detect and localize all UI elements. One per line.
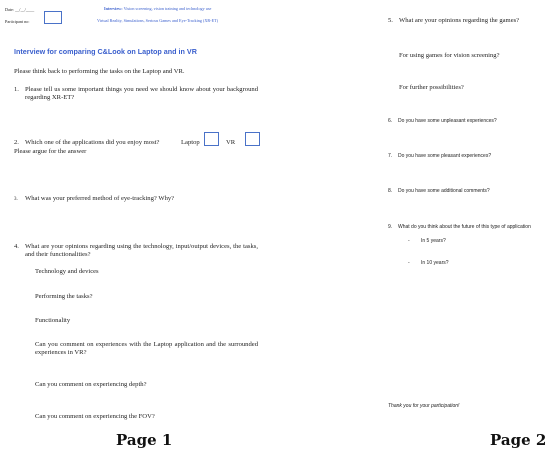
q8-number: 8. [388,188,393,194]
header-subtitle: Virtual Reality, Simulations, Serious Games and Eye-Tracking (XR-ET) [97,18,219,23]
vr-checkbox[interactable] [245,132,260,146]
q7-number: 7. [388,153,393,159]
q4-performing-tasks: Performing the tasks? [35,293,93,300]
q4-fov: Can you comment on experiencing the FOV? [35,413,155,420]
q2-vr-label: VR [226,139,236,146]
q8-text: Do you have some additional comments? [398,188,490,194]
q5-vision-screening: For using games for vision screening? [399,52,500,59]
thank-you-note: Thank you for your participation! [388,403,460,409]
q9-in-10-years: In 10 years? [421,260,449,266]
q4-technology-devices: Technology and devices [35,268,99,275]
q2-laptop-label: Laptop [181,139,200,146]
participant-label: Participant no: [5,19,30,24]
q9-in-5-years: In 5 years? [421,238,446,244]
q5-further-possibilities: For further possibilities? [399,84,464,91]
page-title: Interview for comparing C&Look on Laptop and in VR [14,47,197,56]
interview-topic: Vision screening, vision training and technology use [122,6,212,11]
page-1-label: Page 1 [116,431,173,449]
q6-number: 6. [388,118,393,124]
q5-text: What are your opinions regarding the games? [399,17,520,24]
page-2-label: Page 2 [490,431,547,449]
q4-functionality: Functionality [35,317,71,324]
q3-number: 3. [14,197,18,202]
laptop-checkbox[interactable] [204,132,219,146]
date-field: Date: __/__/____ [5,7,35,12]
q4-text: What are your opinions regarding using the technology, input/output devices, the tasks, and their functionalities? [25,243,258,258]
interview-line [104,6,211,11]
intro-text: Please think back to performing the tasks on the Laptop and VR. [14,68,185,75]
q6-text: Do you have some unpleasant experiences? [398,118,497,124]
q9-dash-1: - [408,238,410,244]
q3-text: What was your preferred method of eye-tracking? Why? [25,195,175,202]
q4-number: 4. [14,243,19,250]
q4-laptop-vr-experience: Can you comment on experiences with the Laptop application and the surrounded experiences in VR? [35,341,258,356]
q1-number: 1. [14,86,19,93]
interview-label: Interview: [104,6,123,11]
q9-dash-2: - [408,260,410,266]
q9-number: 9. [388,224,393,230]
q9-text: What do you think about the future of this type of application [398,224,531,230]
q1-text: Please tell us some important things you need we should know about your background regarding XR-ET? [25,86,258,101]
q7-text: Do you have some pleasant experiences? [398,153,492,159]
q4-depth: Can you comment on experiencing depth? [35,381,147,388]
q5-number: 5. [388,17,393,24]
participant-number-box[interactable] [44,11,62,24]
q2-argue-text: Please argue for the answer [14,148,87,155]
q2-number: 2. [14,139,19,146]
q2-text: Which one of the applications did you enjoy most? [25,139,160,146]
